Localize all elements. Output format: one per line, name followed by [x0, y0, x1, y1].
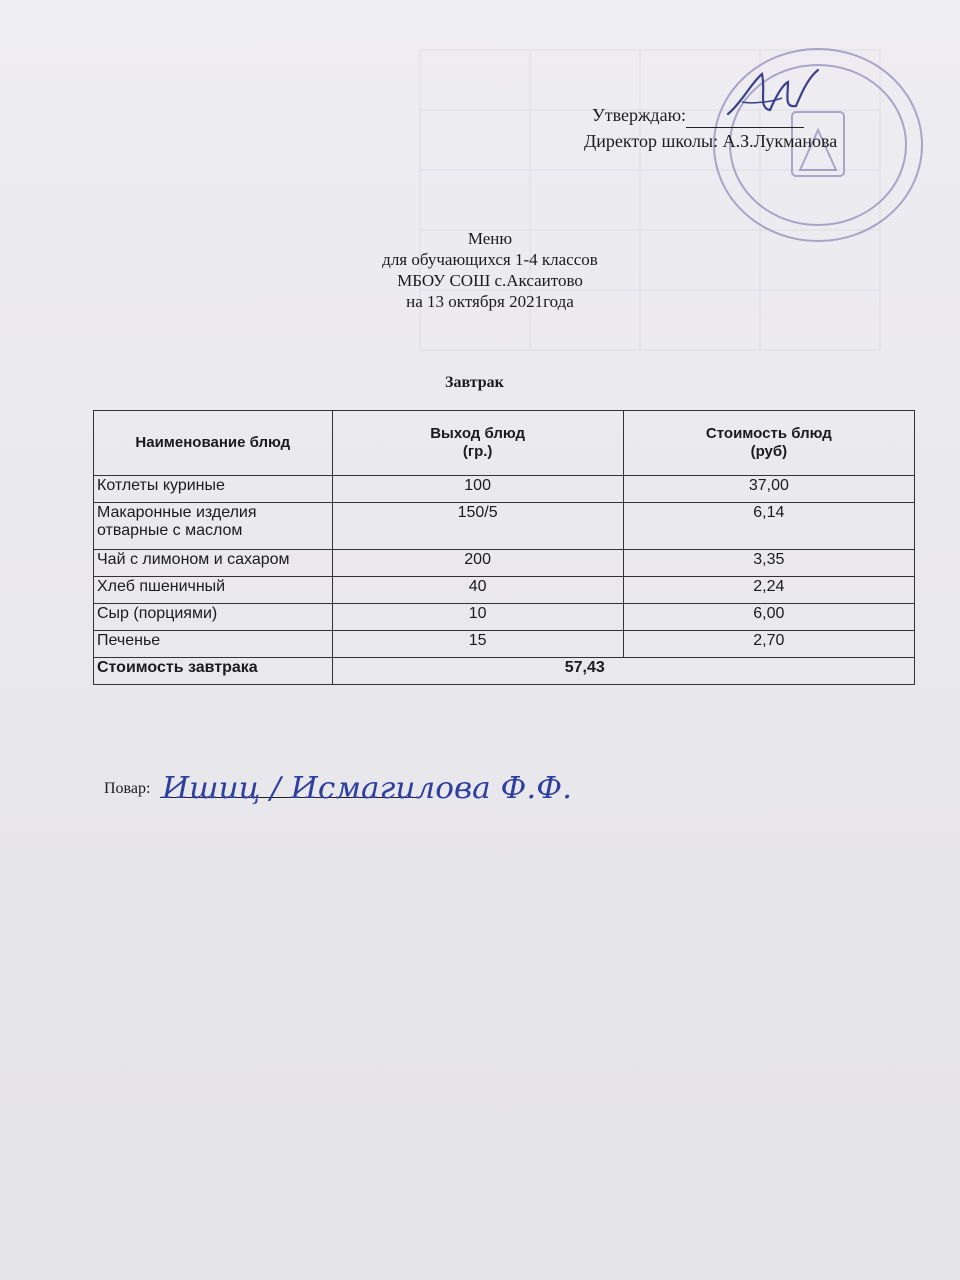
dish-yield: 10: [332, 604, 623, 631]
dish-name: Печенье: [94, 631, 333, 658]
director-label: Директор школы:: [584, 131, 719, 151]
header-yield: [332, 411, 623, 476]
menu-date: на 13 октября 2021года: [406, 292, 574, 311]
header-price-line1: Стоимость блюд: [705, 425, 832, 442]
total-row: [94, 658, 915, 685]
dish-yield: 150/5: [332, 503, 623, 550]
table-row: [94, 550, 915, 577]
dish-name: Сыр (порциями): [94, 604, 333, 631]
dish-yield: 40: [332, 577, 623, 604]
header-yield-line1: Выход блюд: [430, 425, 526, 442]
table-row: [94, 503, 915, 550]
dish-price: 3,35: [623, 550, 914, 577]
menu-table: [93, 410, 915, 685]
dish-name: Котлеты куриные: [94, 476, 333, 503]
director-line: [584, 128, 837, 154]
header-price: [623, 411, 914, 476]
dish-price: 6,00: [623, 604, 914, 631]
table-header-row: [94, 411, 915, 476]
table-row: [94, 604, 915, 631]
approve-line: [592, 102, 804, 128]
dish-price: 37,00: [623, 476, 914, 503]
svg-text:Ишиц / Исмагилова Ф.Ф.: Ишиц / Исмагилова Ф.Ф.: [160, 771, 572, 806]
cook-signature: [158, 764, 578, 814]
total-label: Стоимость завтрака: [94, 658, 333, 685]
total-value: 57,43: [332, 658, 914, 685]
table-row: [94, 476, 915, 503]
dish-price: 6,14: [623, 503, 914, 550]
header-yield-line2: (гр.): [462, 443, 493, 460]
cook-label: Повар:: [104, 780, 151, 797]
approve-signature-line: [686, 109, 804, 128]
menu-heading: [280, 228, 700, 312]
header-price-line2: (руб): [750, 443, 788, 460]
header-name-text: Наименование блюд: [135, 434, 291, 451]
dish-yield: 200: [332, 550, 623, 577]
dish-price: 2,70: [623, 631, 914, 658]
approve-label: Утверждаю:: [592, 105, 687, 125]
dish-yield: 100: [332, 476, 623, 503]
dish-name: Хлеб пшеничный: [94, 577, 333, 604]
section-title: Завтрак: [445, 374, 504, 391]
table-row: [94, 631, 915, 658]
header-name: [94, 411, 333, 476]
table-row: [94, 577, 915, 604]
dish-name: Чай с лимоном и сахаром: [94, 550, 333, 577]
dish-name: Макаронные изделия отварные с маслом: [94, 503, 333, 550]
menu-school: МБОУ СОШ с.Аксаитово: [397, 271, 583, 290]
director-name: А.З.Лукманова: [722, 131, 838, 151]
menu-title: Меню: [467, 229, 513, 248]
dish-yield: 15: [332, 631, 623, 658]
menu-audience: для обучающихся 1-4 классов: [382, 250, 598, 269]
dish-price: 2,24: [623, 577, 914, 604]
